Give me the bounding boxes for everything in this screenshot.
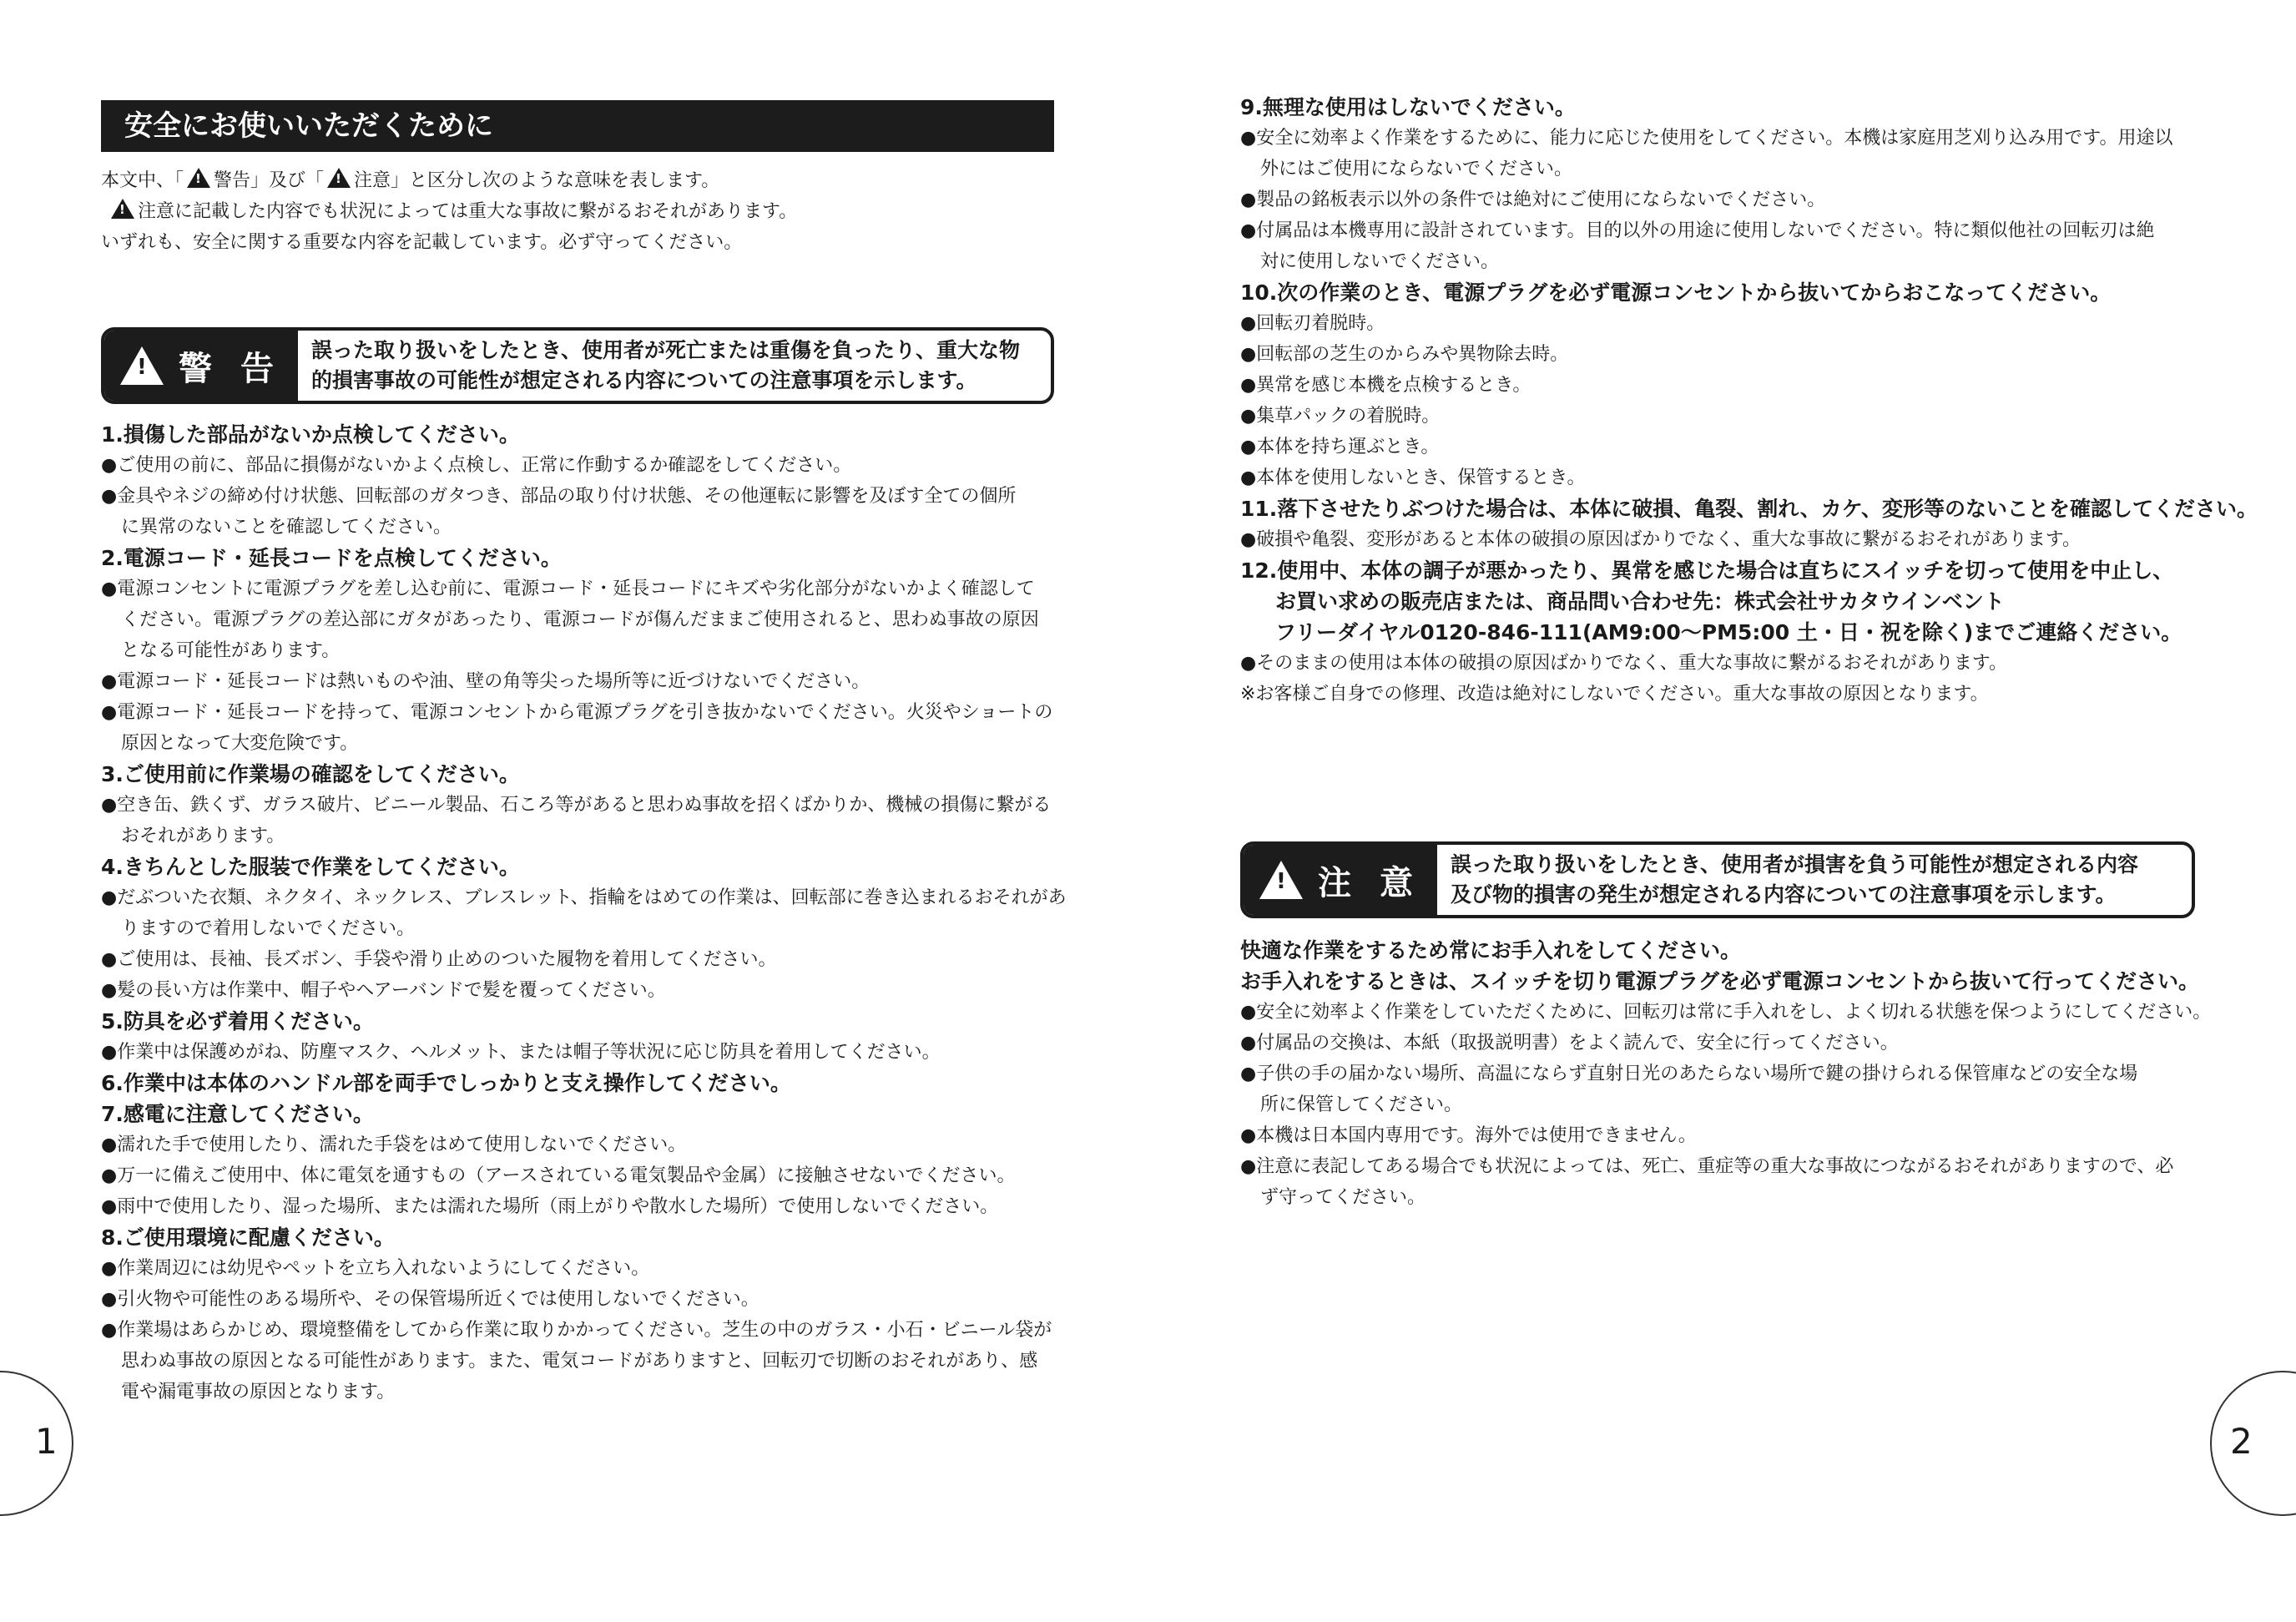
item-heading: 2.電源コード・延長コードを点検してください。 (101, 546, 562, 570)
note-line: ※お客様ご自身での修理、改造は絶対にしないでください。重大な事故の原因となります。 (1240, 684, 1989, 705)
bullet-line: 外にはご使用にならないでください。 (1260, 159, 1573, 179)
bullet-line: 思わぬ事故の原因となる可能性があります。また、電気コードがありますと、回転刃で切断のおそれがあり、感 (121, 1351, 1038, 1372)
item-heading: 9.無理な使用はしないでください。 (1240, 95, 1576, 119)
bullet-line: ●本体を持ち運ぶとき。 (1240, 437, 1440, 457)
page-number: 1 (35, 1421, 58, 1462)
item-heading: 5.防具を必ず着用ください。 (101, 1009, 374, 1033)
warning-triangle-icon (327, 168, 351, 188)
item-heading: お手入れをするときは、スイッチを切り電源プラグを必ず電源コンセントから抜いて行ってください。 (1240, 969, 2200, 993)
bullet-line: ●作業周辺には幼児やペットを立ち入れないようにしてください。 (101, 1258, 650, 1279)
bullet-line: ●作業場はあらかじめ、環境整備をしてから作業に取りかかってください。芝生の中のガラス・小石・ビニール袋が (101, 1320, 1052, 1341)
intro-line-3: いずれも、安全に関する重要な内容を記載しています。必ず守ってください。 (101, 232, 743, 253)
bullet-line: ●電源コード・延長コードは熱いものや油、壁の角等尖った場所等に近づけないでください。 (101, 671, 870, 692)
bullet-line: ●子供の手の届かない場所、高温にならず直射日光のあたらない場所で鍵の掛けられる保管庫などの安全な場 (1240, 1064, 2138, 1084)
bullet-line: ●雨中で使用したり、湿った場所、または濡れた場所（雨上がりや散水した場所）で使用しないでください。 (101, 1196, 999, 1217)
warning-triangle-icon (120, 346, 164, 385)
warning-label: 警 告 (179, 349, 282, 388)
bullet-line: 所に保管してください。 (1260, 1094, 1463, 1115)
bullet-line: ず守ってください。 (1260, 1187, 1426, 1208)
bullet-line: ●異常を感じ本機を点検するとき。 (1240, 375, 1532, 396)
page-number: 2 (2230, 1421, 2253, 1462)
intro-text (101, 165, 1061, 258)
bullet-line: ●付属品は本機専用に設計されています。目的以外の用途に使用しないでください。特に類似他社の回転刃は絶 (1240, 220, 2155, 241)
bullet-line: ●本体を使用しないとき、保管するとき。 (1240, 467, 1586, 488)
item-heading: 6.作業中は本体のハンドル部を両手でしっかりと支え操作してください。 (101, 1071, 791, 1095)
bullet-line: ●作業中は保護めがね、防塵マスク、ヘルメット、または帽子等状況に応じ防具を着用してください。 (101, 1042, 941, 1063)
caution-description: 誤った取り扱いをしたとき、使用者が損害を負う可能性が想定される内容 及び物的損害の発生が想定される内容についての注意事項を示します。 (1451, 852, 2139, 907)
bullet-line: ●引火物や可能性のある場所や、その保管場所近くでは使用しないでください。 (101, 1289, 759, 1310)
caution-badge (1244, 845, 1437, 915)
bullet-line: ●濡れた手で使用したり、濡れた手袋をはめて使用しないでください。 (101, 1134, 687, 1155)
bullet-line: 対に使用しないでください。 (1260, 251, 1500, 272)
item-heading: 8.ご使用環境に配慮ください。 (101, 1225, 395, 1250)
bullet-line: ●付属品の交換は、本紙（取扱説明書）をよく読んで、安全に行ってください。 (1240, 1033, 1899, 1054)
caution-items (1240, 935, 2275, 1213)
warning-items-continued (1240, 92, 2275, 710)
intro-line-1: 本文中、「! 警告」及び「! 注意」と区分し次のような意味を表します。 (101, 165, 1061, 196)
warning-badge (104, 331, 298, 401)
bullet-line: に異常のないことを確認してください。 (121, 517, 452, 538)
bullet-line: ●そのままの使用は本体の破損の原因ばかりでなく、重大な事故に繋がるおそれがあります。 (1240, 653, 2007, 674)
bullet-line: ●空き缶、鉄くず、ガラス破片、ビニール製品、石ころ等があると思わぬ事故を招くばかりか、機械の損傷に繋がる (101, 795, 1052, 816)
section-title: 安全にお使いいただくために (101, 100, 1054, 152)
bullet-line: りますので着用しないでください。 (121, 918, 416, 939)
bullet-line: ●破損や亀裂、変形があると本体の破損の原因ばかりでなく、重大な事故に繋がるおそれがあります。 (1240, 529, 2081, 550)
bullet-line: ●安全に効率よく作業をしていただくために、回転刃は常に手入れをし、よく切れる状態を保つようにしてください。 (1240, 1002, 2212, 1023)
item-heading: フリーダイヤル0120-846-111(AM9:00〜PM5:00 土・日・祝を除く)までご連絡ください。 (1275, 620, 2182, 644)
warning-items (101, 419, 1067, 1407)
caution-box (1240, 841, 2195, 918)
item-heading: 3.ご使用前に作業場の確認をしてください。 (101, 762, 520, 786)
bullet-line: 原因となって大変危険です。 (121, 733, 359, 754)
bullet-line: 電や漏電事故の原因となります。 (121, 1382, 396, 1402)
right-page (1148, 0, 2296, 1622)
bullet-line: ●ご使用の前に、部品に損傷がないかよく点検し、正常に作動するか確認をしてください。 (101, 455, 852, 476)
bullet-line: ●電源コード・延長コードを持って、電源コンセントから電源プラグを引き抜かないでください。火災やショートの (101, 702, 1053, 723)
caution-label: 注 意 (1318, 863, 1421, 902)
item-heading: 快適な作業をするため常にお手入れをしてください。 (1240, 938, 1742, 963)
item-heading: 10.次の作業のとき、電源プラグを必ず電源コンセントから抜いてからおこなってください。 (1240, 280, 2112, 305)
item-heading: 1.損傷した部品がないか点検してください。 (101, 422, 520, 447)
page-number-tab (2210, 1371, 2296, 1516)
bullet-line: ●だぶついた衣類、ネクタイ、ネックレス、ブレスレット、指輪をはめての作業は、回転部に巻き込まれるおそれがあ (101, 887, 1067, 908)
bullet-line: ●万一に備えご使用中、体に電気を通すもの（アースされている電気製品や金属）に接触させないでください。 (101, 1165, 1016, 1186)
warning-triangle-icon (187, 168, 210, 188)
warning-triangle-icon (1259, 861, 1303, 899)
item-heading: 7.感電に注意してください。 (101, 1102, 374, 1126)
bullet-line: ●注意に表記してある場合でも状況によっては、死亡、重症等の重大な事故につながるおそれがありますので、必 (1240, 1156, 2174, 1177)
bullet-line: となる可能性があります。 (121, 640, 341, 661)
item-heading: 4.きちんとした服装で作業をしてください。 (101, 855, 520, 879)
bullet-line: ●ご使用は、長袖、長ズボン、手袋や滑り止めのついた履物を着用してください。 (101, 949, 777, 970)
bullet-line: ●金具やネジの締め付け状態、回転部のガタつき、部品の取り付け状態、その他運転に影響を及ぼす全ての個所 (101, 486, 1017, 507)
bullet-line: おそれがあります。 (121, 826, 285, 846)
item-heading: 12.使用中、本体の調子が悪かったり、異常を感じた場合は直ちにスイッチを切って使用を中止し、 (1240, 558, 2174, 583)
warning-triangle-icon (111, 199, 134, 219)
intro-line-2: !注意に記載した内容でも状況によっては重大な事故に繋がるおそれがあります。 (101, 196, 1061, 227)
bullet-line: ●本機は日本国内専用です。海外では使用できません。 (1240, 1125, 1697, 1146)
bullet-line: ●回転刃着脱時。 (1240, 313, 1385, 334)
bullet-line: ●製品の銘板表示以外の条件では絶対にご使用にならないでください。 (1240, 189, 1826, 210)
bullet-line: ●安全に効率よく作業をするために、能力に応じた使用をしてください。本機は家庭用芝刈り込み用です。用途以 (1240, 128, 2173, 149)
bullet-line: ●髪の長い方は作業中、帽子やヘアーバンドで髪を覆ってください。 (101, 980, 666, 1001)
bullet-line: ●集草パックの着脱時。 (1240, 406, 1441, 427)
warning-box (101, 327, 1054, 404)
bullet-line: ●回転部の芝生のからみや異物除去時。 (1240, 344, 1569, 365)
bullet-line: ●電源コンセントに電源プラグを差し込む前に、電源コード・延長コードにキズや劣化部分がないかよく確認して (101, 579, 1035, 599)
bullet-line: ください。電源プラグの差込部にガタがあったり、電源コードが傷んだままご使用されると、思わぬ事故の原因 (121, 609, 1039, 630)
item-heading: お買い求めの販売店または、商品問い合わせ先：株式会社サカタウインベント (1275, 589, 2005, 614)
item-heading: 11.落下させたりぶつけた場合は、本体に破損、亀裂、割れ、カケ、変形等のないことを確認してください。 (1240, 497, 2258, 521)
warning-description: 誤った取り扱いをしたとき、使用者が死亡または重傷を負ったり、重大な物 的損害事故の可能性が想定される内容についての注意事項を示します。 (311, 338, 1021, 392)
